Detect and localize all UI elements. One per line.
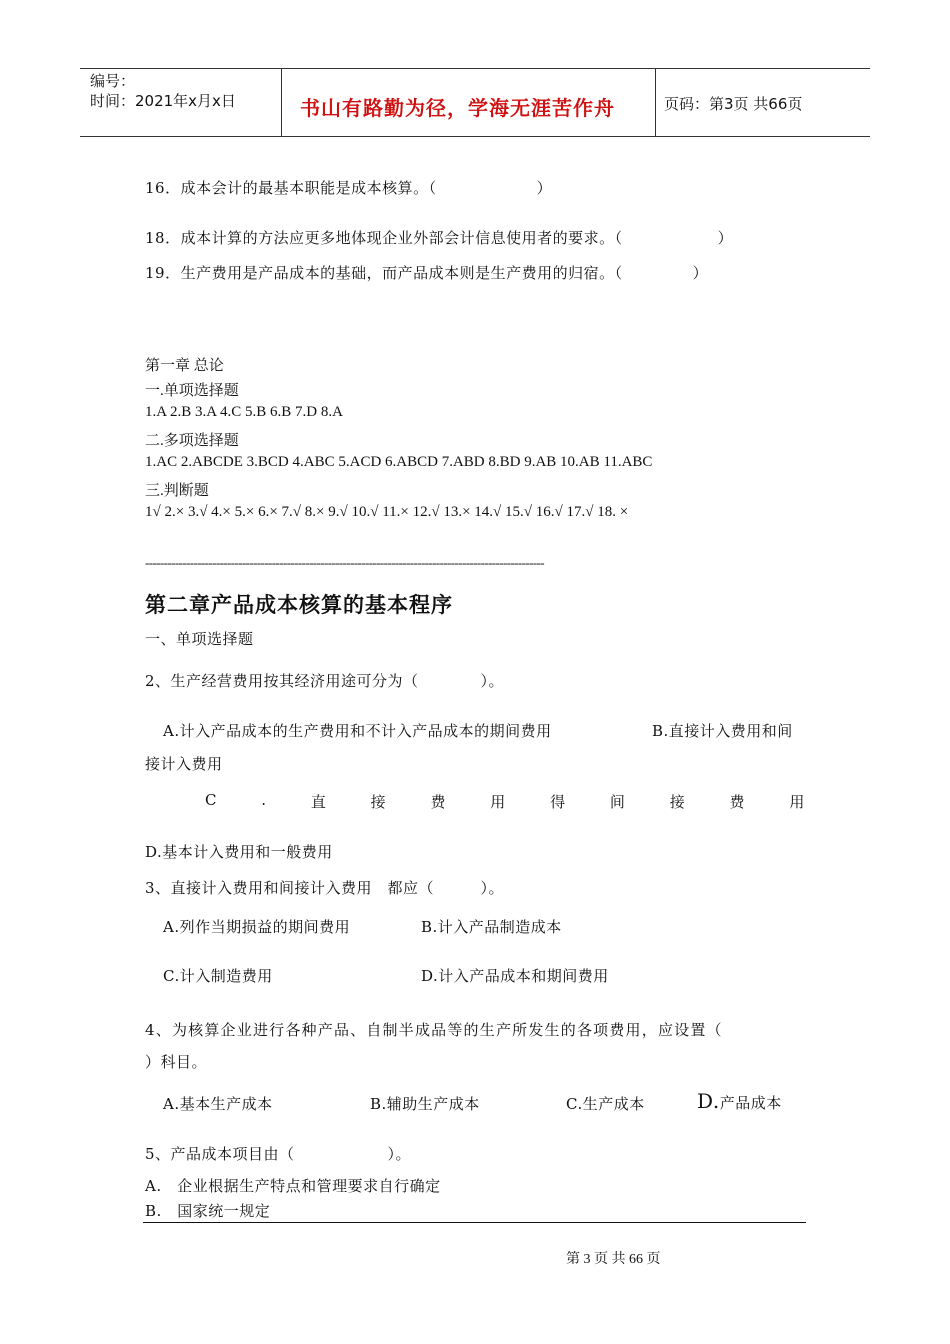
q4-option-a: A.基本生产成本 [163,1095,273,1113]
q4-option-d-text: 产品成本 [719,1094,782,1112]
q2-option-b-cont: 接计入费用 [145,755,223,773]
q3-option-a: A.列作当期损益的期间费用 [163,918,351,936]
header-top-border [80,68,870,69]
q2-option-a: A.计入产品成本的生产费用和不计入产品成本的期间费用 [163,722,552,740]
q2-option-c-part: 间 [609,793,626,811]
question-18-text: 18．成本计算的方法应更多地体现企业外部会计信息使用者的要求。（ [145,229,623,247]
answers-single-title: 一.单项选择题 [145,383,239,399]
q4-stem: 4、为核算企业进行各种产品、自制半成品等的生产所发生的各项费用，应设置（ [145,1021,723,1039]
q3-option-c: C.计入制造费用 [163,967,273,985]
answers-single-list: 1.A 2.B 3.A 4.C 5.B 6.B 7.D 8.A [145,404,343,420]
question-16-text: 16．成本会计的最基本职能是成本核算。（ [145,179,437,197]
header-page-info: 页码：第3页 共66页 [664,95,803,113]
answers-multi-list: 1.AC 2.ABCDE 3.BCD 4.ABC 5.ACD 6.ABCD 7.ABD 8.BD 9.AB 10.AB 11.ABC [145,454,653,470]
header-bottom-border [80,136,870,137]
question-19-text: 19．生产费用是产品成本的基础，而产品成本则是生产费用的归宿。（ [145,264,623,282]
question-18-close: ） [717,229,734,247]
q3-stem: 3、直接计入费用和间接计入费用 都应（ ）。 [145,879,505,897]
q2-option-c [205,791,805,812]
q2-stem: 2、生产经营费用按其经济用途可分为（ ）。 [145,672,505,690]
q2-option-c-part: 用 [490,793,506,811]
q2-option-c-part: . [261,791,267,809]
q3-option-d: D.计入产品成本和期间费用 [421,967,609,985]
header-divider-1 [281,68,282,137]
q2-option-d: D.基本计入费用和一般费用 [145,843,333,861]
question-16-close: ） [536,179,553,197]
q5-option-b: B. 国家统一规定 [145,1202,271,1220]
q2-option-c-part: 得 [550,793,566,811]
question-16 [145,177,552,198]
q4-option-d-letter: D. [697,1089,720,1113]
q2-option-c-part: 用 [789,793,805,811]
q4-stem-cont: ）科目。 [145,1053,208,1071]
separator-line: ----------------------------------------------------------------------------------------------------------- [145,555,545,570]
question-18 [145,227,733,248]
time-label: 时间：2021年x月x日 [90,92,236,110]
answers-multi-title: 二.多项选择题 [145,433,239,449]
answers-judge-list: 1√ 2.× 3.√ 4.× 5.× 6.× 7.√ 8.× 9.√ 10.√ 11.× 12.√ 13.× 14.√ 15.√ 16.√ 17.√ 18. × [145,504,629,520]
chapter-2-title: 第二章产品成本核算的基本程序 [145,592,453,617]
q2-option-c-part: 直 [310,793,327,811]
q3-option-b: B.计入产品制造成本 [421,918,562,936]
answers-judge-title: 三.判断题 [145,483,209,499]
footer-page-number: 第 3 页 共 66 页 [566,1252,661,1267]
number-label: 编号： [90,72,136,90]
q2-option-c-part: 费 [430,793,446,811]
question-19 [145,262,708,283]
q2-option-c-part: 接 [370,793,387,811]
q2-option-c-part: 费 [729,793,746,811]
q4-option-d [697,1089,782,1113]
q5-option-a: A. 企业根据生产特点和管理要求自行确定 [145,1177,441,1195]
question-19-close: ） [692,264,709,282]
header-divider-2 [655,68,656,137]
q2-option-c-part: 接 [669,793,686,811]
q2-option-b: B.直接计入费用和间 [652,722,793,740]
header-motto: 书山有路勤为径，学海无涯苦作舟 [300,96,615,120]
q5-stem: 5、产品成本项目由（ ）。 [145,1145,412,1163]
q4-option-c: C.生产成本 [566,1095,645,1113]
footer-rule [143,1222,806,1223]
q4-option-b: B.辅助生产成本 [370,1095,480,1113]
q2-option-c-part: C [205,791,217,809]
chapter-2-section-title: 一、单项选择题 [145,630,254,648]
answers-chapter-title: 第一章 总论 [145,358,224,374]
